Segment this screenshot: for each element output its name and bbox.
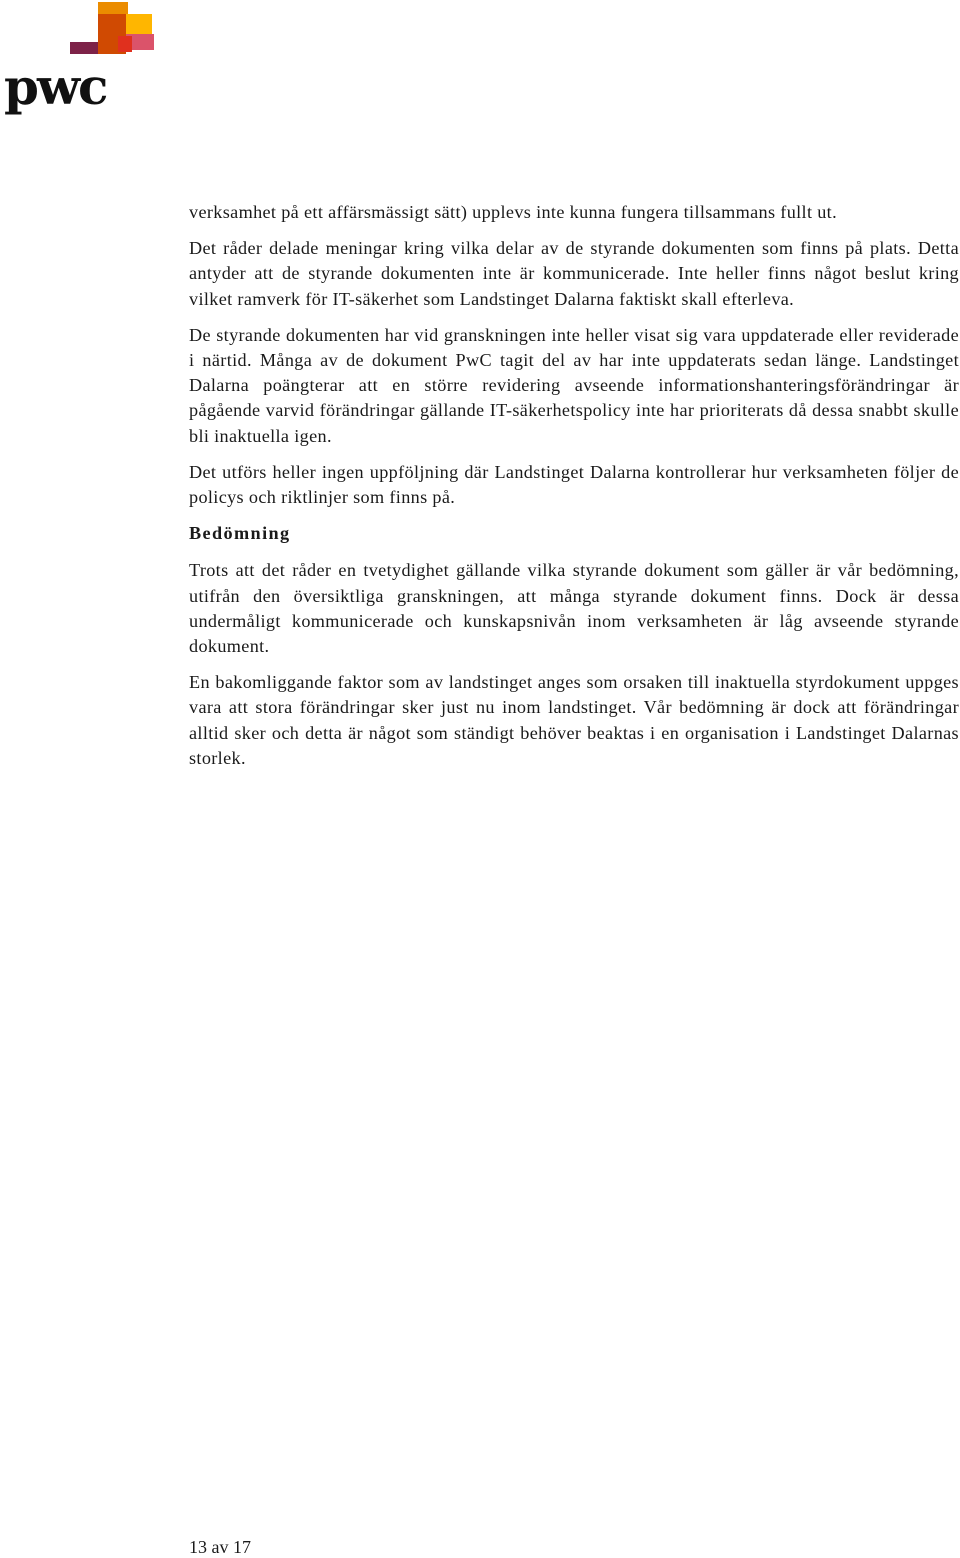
assessment-paragraph-1: Trots att det råder en tvetydighet gällande vilka styrande dokument som gäller är vår bedömning, utifrån den översiktliga granskningen, att många styrande dokument finns. Dock är dessa undermåligt kommunicerade och kunskapsnivån inom verksamheten är låg avseende styrande dokument. bbox=[189, 560, 959, 657]
pwc-logo bbox=[0, 0, 160, 120]
main-content bbox=[189, 200, 959, 782]
body-paragraph-1: verksamhet på ett affärsmässigt sätt) upplevs inte kunna fungera tillsammans fullt ut. bbox=[189, 202, 837, 222]
assessment-paragraph-2: En bakomliggande faktor som av landstinget anges som orsaken till inaktuella styrdokument uppges vara att stora förändringar sker just nu inom landstinget. Vår bedömning är dock att förändringar alltid sker och detta är något som ständigt behöver beaktas i en organisation i Landstinget Dalarnas storlek. bbox=[189, 672, 959, 768]
logo-block-red bbox=[118, 36, 132, 52]
logo-wordmark: pwc bbox=[4, 57, 107, 116]
section-heading: Bedömning bbox=[189, 523, 291, 544]
page-number: 13 av 17 bbox=[189, 1537, 251, 1557]
body-paragraph-3: De styrande dokumenten har vid granskningen inte heller visat sig vara uppdaterade eller reviderade i närtid. Många av de dokument PwC tagit del av har inte uppdaterats sedan länge. Landstinget Dalarna poängterar att en större revidering avseende informationshanteringsförändringar är pågående varvid förändringar gällande IT-säkerhetspolicy inte har prioriterats då dessa snabbt skulle bli inaktuella igen. bbox=[189, 324, 959, 446]
body-paragraph-2: Det råder delade meningar kring vilka delar av de styrande dokumenten som finns på plats. Detta antyder att de styrande dokumenten inte är kommunicerade. Inte heller finns något beslut kring vilket ramverk för IT-säkerhet som Landstinget Dalarna faktiskt skall efterleva. bbox=[189, 238, 959, 309]
body-paragraph-4: Det utförs heller ingen uppföljning där Landstinget Dalarna kontrollerar hur verksamheten följer de policys och riktlinjer som finns på. bbox=[189, 461, 959, 508]
